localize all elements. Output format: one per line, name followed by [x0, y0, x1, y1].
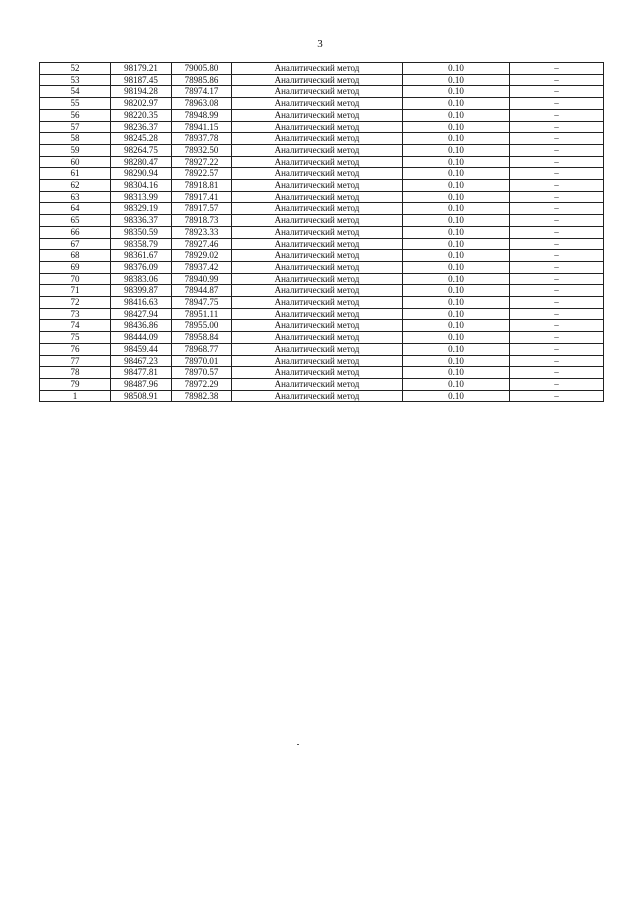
method-cell: Аналитический метод	[232, 238, 403, 250]
x-coordinate-cell: 98194.28	[111, 86, 172, 98]
table-row	[40, 168, 604, 180]
method-cell: Аналитический метод	[232, 74, 403, 86]
x-coordinate-cell: 98399.87	[111, 285, 172, 297]
y-coordinate-cell: 78917.41	[172, 191, 232, 203]
note-cell: –	[510, 144, 604, 156]
table-row	[40, 203, 604, 215]
point-number-cell: 63	[40, 191, 111, 203]
point-number-cell: 73	[40, 308, 111, 320]
method-cell: Аналитический метод	[232, 156, 403, 168]
method-cell: Аналитический метод	[232, 320, 403, 332]
x-coordinate-cell: 98444.09	[111, 332, 172, 344]
accuracy-cell: 0.10	[403, 355, 510, 367]
accuracy-cell: 0.10	[403, 261, 510, 273]
method-cell: Аналитический метод	[232, 355, 403, 367]
note-cell: –	[510, 320, 604, 332]
y-coordinate-cell: 78937.42	[172, 261, 232, 273]
note-cell: –	[510, 63, 604, 75]
note-cell: –	[510, 378, 604, 390]
accuracy-cell: 0.10	[403, 343, 510, 355]
y-coordinate-cell: 78970.57	[172, 367, 232, 379]
note-cell: –	[510, 297, 604, 309]
x-coordinate-cell: 98467.23	[111, 355, 172, 367]
method-cell: Аналитический метод	[232, 285, 403, 297]
accuracy-cell: 0.10	[403, 109, 510, 121]
point-number-cell: 78	[40, 367, 111, 379]
accuracy-cell: 0.10	[403, 390, 510, 402]
x-coordinate-cell: 98313.99	[111, 191, 172, 203]
note-cell: –	[510, 86, 604, 98]
method-cell: Аналитический метод	[232, 390, 403, 402]
note-cell: –	[510, 390, 604, 402]
table-row	[40, 332, 604, 344]
note-cell: –	[510, 285, 604, 297]
method-cell: Аналитический метод	[232, 378, 403, 390]
x-coordinate-cell: 98350.59	[111, 226, 172, 238]
point-number-cell: 52	[40, 63, 111, 75]
x-coordinate-cell: 98361.67	[111, 250, 172, 262]
method-cell: Аналитический метод	[232, 180, 403, 192]
table-row	[40, 343, 604, 355]
accuracy-cell: 0.10	[403, 98, 510, 110]
method-cell: Аналитический метод	[232, 133, 403, 145]
x-coordinate-cell: 98187.45	[111, 74, 172, 86]
y-coordinate-cell: 78927.46	[172, 238, 232, 250]
y-coordinate-cell: 78940.99	[172, 273, 232, 285]
x-coordinate-cell: 98220.35	[111, 109, 172, 121]
method-cell: Аналитический метод	[232, 367, 403, 379]
x-coordinate-cell: 98290.94	[111, 168, 172, 180]
method-cell: Аналитический метод	[232, 308, 403, 320]
note-cell: –	[510, 355, 604, 367]
y-coordinate-cell: 78968.77	[172, 343, 232, 355]
accuracy-cell: 0.10	[403, 297, 510, 309]
accuracy-cell: 0.10	[403, 285, 510, 297]
accuracy-cell: 0.10	[403, 250, 510, 262]
method-cell: Аналитический метод	[232, 144, 403, 156]
y-coordinate-cell: 78917.57	[172, 203, 232, 215]
table-row	[40, 191, 604, 203]
note-cell: –	[510, 343, 604, 355]
method-cell: Аналитический метод	[232, 98, 403, 110]
table-row	[40, 390, 604, 402]
y-coordinate-cell: 78944.87	[172, 285, 232, 297]
y-coordinate-cell: 78918.81	[172, 180, 232, 192]
coordinates-table-body	[40, 63, 604, 402]
method-cell: Аналитический метод	[232, 332, 403, 344]
method-cell: Аналитический метод	[232, 86, 403, 98]
point-number-cell: 79	[40, 378, 111, 390]
accuracy-cell: 0.10	[403, 308, 510, 320]
point-number-cell: 76	[40, 343, 111, 355]
y-coordinate-cell: 78955.00	[172, 320, 232, 332]
y-coordinate-cell: 78927.22	[172, 156, 232, 168]
point-number-cell: 72	[40, 297, 111, 309]
accuracy-cell: 0.10	[403, 273, 510, 285]
point-number-cell: 58	[40, 133, 111, 145]
accuracy-cell: 0.10	[403, 203, 510, 215]
note-cell: –	[510, 308, 604, 320]
note-cell: –	[510, 261, 604, 273]
x-coordinate-cell: 98304.16	[111, 180, 172, 192]
scan-speck	[297, 744, 299, 745]
x-coordinate-cell: 98508.91	[111, 390, 172, 402]
note-cell: –	[510, 203, 604, 215]
y-coordinate-cell: 78918.73	[172, 215, 232, 227]
y-coordinate-cell: 78941.15	[172, 121, 232, 133]
x-coordinate-cell: 98376.09	[111, 261, 172, 273]
table-row	[40, 355, 604, 367]
y-coordinate-cell: 78985.86	[172, 74, 232, 86]
y-coordinate-cell: 78929.02	[172, 250, 232, 262]
x-coordinate-cell: 98264.75	[111, 144, 172, 156]
coordinates-table	[39, 62, 604, 402]
point-number-cell: 59	[40, 144, 111, 156]
note-cell: –	[510, 226, 604, 238]
note-cell: –	[510, 273, 604, 285]
point-number-cell: 70	[40, 273, 111, 285]
x-coordinate-cell: 98358.79	[111, 238, 172, 250]
table-row	[40, 367, 604, 379]
method-cell: Аналитический метод	[232, 343, 403, 355]
x-coordinate-cell: 98416.63	[111, 297, 172, 309]
x-coordinate-cell: 98436.86	[111, 320, 172, 332]
accuracy-cell: 0.10	[403, 63, 510, 75]
x-coordinate-cell: 98427.94	[111, 308, 172, 320]
table-row	[40, 250, 604, 262]
point-number-cell: 56	[40, 109, 111, 121]
y-coordinate-cell: 78922.57	[172, 168, 232, 180]
x-coordinate-cell: 98383.06	[111, 273, 172, 285]
table-row	[40, 98, 604, 110]
method-cell: Аналитический метод	[232, 168, 403, 180]
method-cell: Аналитический метод	[232, 273, 403, 285]
point-number-cell: 1	[40, 390, 111, 402]
method-cell: Аналитический метод	[232, 250, 403, 262]
point-number-cell: 77	[40, 355, 111, 367]
accuracy-cell: 0.10	[403, 215, 510, 227]
x-coordinate-cell: 98179.21	[111, 63, 172, 75]
table-row	[40, 156, 604, 168]
method-cell: Аналитический метод	[232, 109, 403, 121]
x-coordinate-cell: 98280.47	[111, 156, 172, 168]
x-coordinate-cell: 98487.96	[111, 378, 172, 390]
accuracy-cell: 0.10	[403, 191, 510, 203]
note-cell: –	[510, 191, 604, 203]
accuracy-cell: 0.10	[403, 367, 510, 379]
point-number-cell: 67	[40, 238, 111, 250]
table-row	[40, 273, 604, 285]
note-cell: –	[510, 180, 604, 192]
table-row	[40, 285, 604, 297]
y-coordinate-cell: 78947.75	[172, 297, 232, 309]
table-row	[40, 86, 604, 98]
point-number-cell: 54	[40, 86, 111, 98]
point-number-cell: 55	[40, 98, 111, 110]
method-cell: Аналитический метод	[232, 203, 403, 215]
accuracy-cell: 0.10	[403, 156, 510, 168]
accuracy-cell: 0.10	[403, 378, 510, 390]
table-row	[40, 378, 604, 390]
page-number: 3	[317, 38, 323, 50]
method-cell: Аналитический метод	[232, 215, 403, 227]
y-coordinate-cell: 78958.84	[172, 332, 232, 344]
method-cell: Аналитический метод	[232, 261, 403, 273]
table-row	[40, 320, 604, 332]
x-coordinate-cell: 98477.81	[111, 367, 172, 379]
accuracy-cell: 0.10	[403, 320, 510, 332]
accuracy-cell: 0.10	[403, 238, 510, 250]
accuracy-cell: 0.10	[403, 226, 510, 238]
method-cell: Аналитический метод	[232, 226, 403, 238]
y-coordinate-cell: 78963.08	[172, 98, 232, 110]
note-cell: –	[510, 74, 604, 86]
accuracy-cell: 0.10	[403, 180, 510, 192]
x-coordinate-cell: 98329.19	[111, 203, 172, 215]
x-coordinate-cell: 98336.37	[111, 215, 172, 227]
y-coordinate-cell: 78948.99	[172, 109, 232, 121]
point-number-cell: 57	[40, 121, 111, 133]
y-coordinate-cell: 78937.78	[172, 133, 232, 145]
note-cell: –	[510, 133, 604, 145]
accuracy-cell: 0.10	[403, 121, 510, 133]
table-row	[40, 180, 604, 192]
note-cell: –	[510, 109, 604, 121]
point-number-cell: 68	[40, 250, 111, 262]
y-coordinate-cell: 78923.33	[172, 226, 232, 238]
point-number-cell: 61	[40, 168, 111, 180]
note-cell: –	[510, 215, 604, 227]
table-row	[40, 297, 604, 309]
point-number-cell: 65	[40, 215, 111, 227]
point-number-cell: 53	[40, 74, 111, 86]
accuracy-cell: 0.10	[403, 133, 510, 145]
point-number-cell: 74	[40, 320, 111, 332]
table-row	[40, 109, 604, 121]
note-cell: –	[510, 250, 604, 262]
point-number-cell: 69	[40, 261, 111, 273]
y-coordinate-cell: 78974.17	[172, 86, 232, 98]
method-cell: Аналитический метод	[232, 121, 403, 133]
note-cell: –	[510, 367, 604, 379]
table-row	[40, 121, 604, 133]
accuracy-cell: 0.10	[403, 332, 510, 344]
table-row	[40, 261, 604, 273]
x-coordinate-cell: 98245.28	[111, 133, 172, 145]
point-number-cell: 66	[40, 226, 111, 238]
point-number-cell: 64	[40, 203, 111, 215]
accuracy-cell: 0.10	[403, 74, 510, 86]
x-coordinate-cell: 98236.37	[111, 121, 172, 133]
y-coordinate-cell: 78932.50	[172, 144, 232, 156]
table-row	[40, 74, 604, 86]
accuracy-cell: 0.10	[403, 86, 510, 98]
method-cell: Аналитический метод	[232, 191, 403, 203]
table-row	[40, 215, 604, 227]
method-cell: Аналитический метод	[232, 63, 403, 75]
y-coordinate-cell: 79005.80	[172, 63, 232, 75]
note-cell: –	[510, 121, 604, 133]
x-coordinate-cell: 98202.97	[111, 98, 172, 110]
y-coordinate-cell: 78951.11	[172, 308, 232, 320]
table-row	[40, 63, 604, 75]
point-number-cell: 71	[40, 285, 111, 297]
point-number-cell: 62	[40, 180, 111, 192]
point-number-cell: 75	[40, 332, 111, 344]
method-cell: Аналитический метод	[232, 297, 403, 309]
note-cell: –	[510, 156, 604, 168]
note-cell: –	[510, 98, 604, 110]
note-cell: –	[510, 168, 604, 180]
point-number-cell: 60	[40, 156, 111, 168]
y-coordinate-cell: 78972.29	[172, 378, 232, 390]
y-coordinate-cell: 78982.38	[172, 390, 232, 402]
note-cell: –	[510, 332, 604, 344]
table-row	[40, 308, 604, 320]
accuracy-cell: 0.10	[403, 168, 510, 180]
table-row	[40, 238, 604, 250]
table-row	[40, 144, 604, 156]
table-row	[40, 226, 604, 238]
note-cell: –	[510, 238, 604, 250]
y-coordinate-cell: 78970.01	[172, 355, 232, 367]
accuracy-cell: 0.10	[403, 144, 510, 156]
table-row	[40, 133, 604, 145]
x-coordinate-cell: 98459.44	[111, 343, 172, 355]
